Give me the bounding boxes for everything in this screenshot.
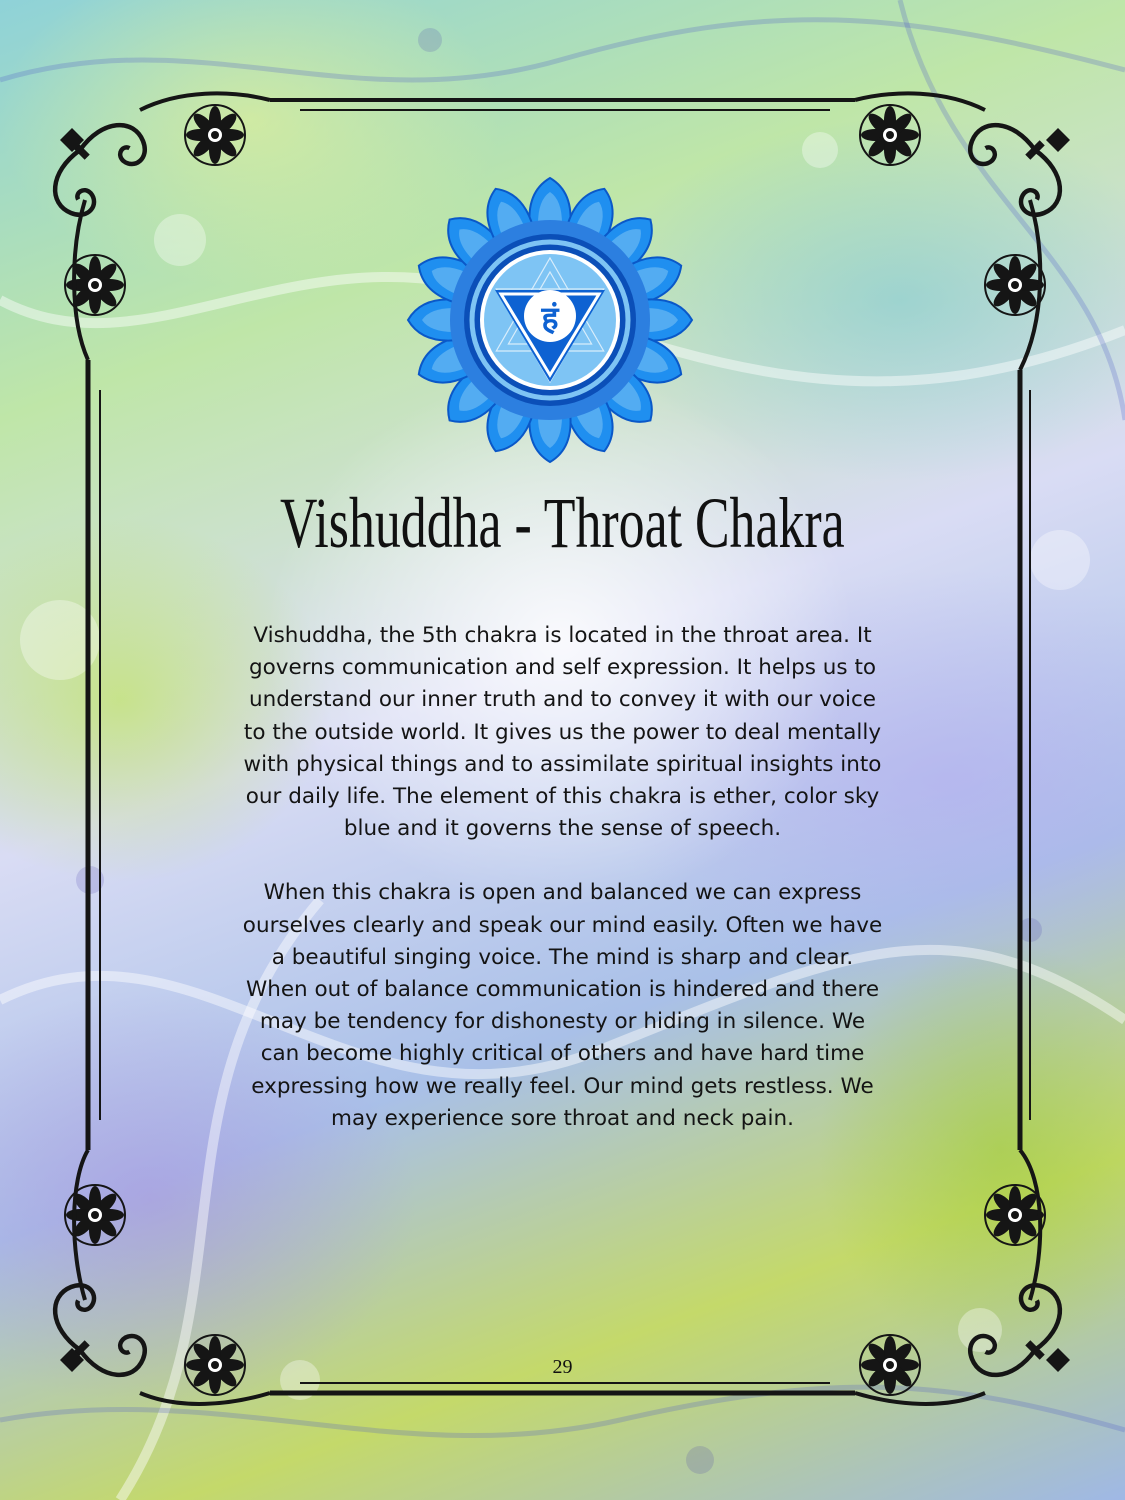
- paragraph-1: Vishuddha, the 5th chakra is located in the throat area. It governs communication and self expression. It helps us to understand our inner truth and to convey it with our voice to the outside world. It gives us the power to deal mentally with physical things and to assimilate spiritual insights into our daily life. The element of this chakra is ether, color sky blue and it governs the sense of speech.: [243, 623, 882, 842]
- corner-ornament-top-left: [55, 93, 270, 360]
- page-title: Vishuddha - Throat Chakra: [280, 483, 845, 563]
- vishuddha-mandala-icon: [405, 175, 695, 465]
- body-text: [240, 620, 885, 1167]
- corner-ornament-top-right: [855, 93, 1070, 370]
- paragraph-2: When this chakra is open and balanced we can express ourselves clearly and speak our mind easily. Often we have a beautiful singing voice. The mind is sharp and clear. When out of balance communication is hindered and there may be tendency for dishonesty or hiding in silence. We can become highly critical of others and have hard time expressing how we really feel. Our mind gets restless. We may experience sore throat and neck pain.: [242, 880, 883, 1131]
- page-number: 29: [552, 1356, 573, 1378]
- svg-text:हं: हं: [541, 299, 559, 337]
